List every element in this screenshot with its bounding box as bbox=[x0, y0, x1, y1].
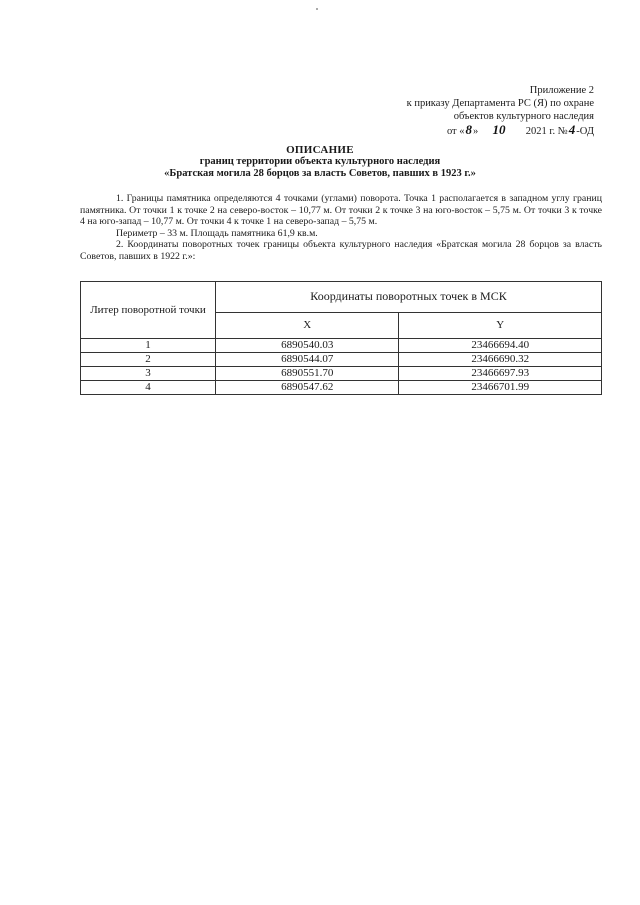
coordinates-intro: 2. Координаты поворотных точек границы объекта культурного наследия «Братская могила 28 борцов за власть Советов, павших в 1922 г.»: bbox=[80, 239, 602, 262]
boundary-description: 1. Границы памятника определяются 4 точками (углами) поворота. Точка 1 располагается в западном углу границ памятника. От точки 1 к точке 2 на северо-восток – 10,77 м. От точки 2 к точке 3 на юго-восток – 5,75 м. От точки 3 к точке 4 на юго-запад – 10,77 м. От точки 4 к точке 1 на северо-запад – 5,75 м. bbox=[80, 193, 602, 228]
y-cell: 23466701.99 bbox=[399, 381, 602, 395]
y-cell: 23466697.93 bbox=[399, 367, 602, 381]
point-cell: 1 bbox=[81, 339, 216, 353]
appendix-header bbox=[334, 84, 594, 138]
title-subject: границ территории объекта культурного наследия bbox=[199, 156, 441, 167]
x-cell: 6890551.70 bbox=[216, 367, 399, 381]
scan-speck bbox=[316, 8, 318, 10]
header-y: Y bbox=[399, 312, 602, 338]
y-cell: 23466690.32 bbox=[399, 353, 602, 367]
header-x: X bbox=[216, 312, 399, 338]
coordinates-table bbox=[80, 281, 602, 395]
table-row bbox=[81, 353, 602, 367]
year-text: 2021 г. № bbox=[525, 126, 568, 137]
table-row bbox=[81, 381, 602, 395]
appendix-date-line bbox=[334, 123, 594, 138]
perimeter-area: Периметр – 33 м. Площадь памятника 61,9 кв.м. bbox=[116, 227, 318, 239]
document-body bbox=[80, 193, 602, 263]
point-cell: 3 bbox=[81, 367, 216, 381]
header-point-letter: Литер поворотной точки bbox=[81, 282, 216, 339]
table-row bbox=[81, 339, 602, 353]
appendix-order-ref: к приказу Департамента РС (Я) по охране bbox=[406, 98, 594, 109]
x-cell: 6890540.03 bbox=[216, 339, 399, 353]
day-sep: » bbox=[473, 126, 479, 137]
title-heading: ОПИСАНИЕ bbox=[286, 144, 354, 156]
date-prefix: от « bbox=[446, 126, 465, 137]
appendix-order-ref-cont: объектов культурного наследия bbox=[453, 111, 594, 122]
table-row bbox=[81, 367, 602, 381]
x-cell: 6890544.07 bbox=[216, 353, 399, 367]
y-cell: 23466694.40 bbox=[399, 339, 602, 353]
appendix-title: Приложение 2 bbox=[529, 85, 594, 96]
handwritten-number: 4 bbox=[568, 122, 576, 137]
document-title bbox=[80, 144, 560, 180]
header-coordinates: Координаты поворотных точек в МСК bbox=[216, 282, 602, 313]
point-cell: 2 bbox=[81, 353, 216, 367]
point-cell: 4 bbox=[81, 381, 216, 395]
number-suffix: -ОД bbox=[576, 126, 594, 137]
handwritten-day: 8 bbox=[465, 122, 473, 137]
title-object-name: «Братская могила 28 борцов за власть Советов, павших в 1923 г.» bbox=[164, 168, 476, 179]
handwritten-month: 10 bbox=[492, 122, 506, 137]
x-cell: 6890547.62 bbox=[216, 381, 399, 395]
